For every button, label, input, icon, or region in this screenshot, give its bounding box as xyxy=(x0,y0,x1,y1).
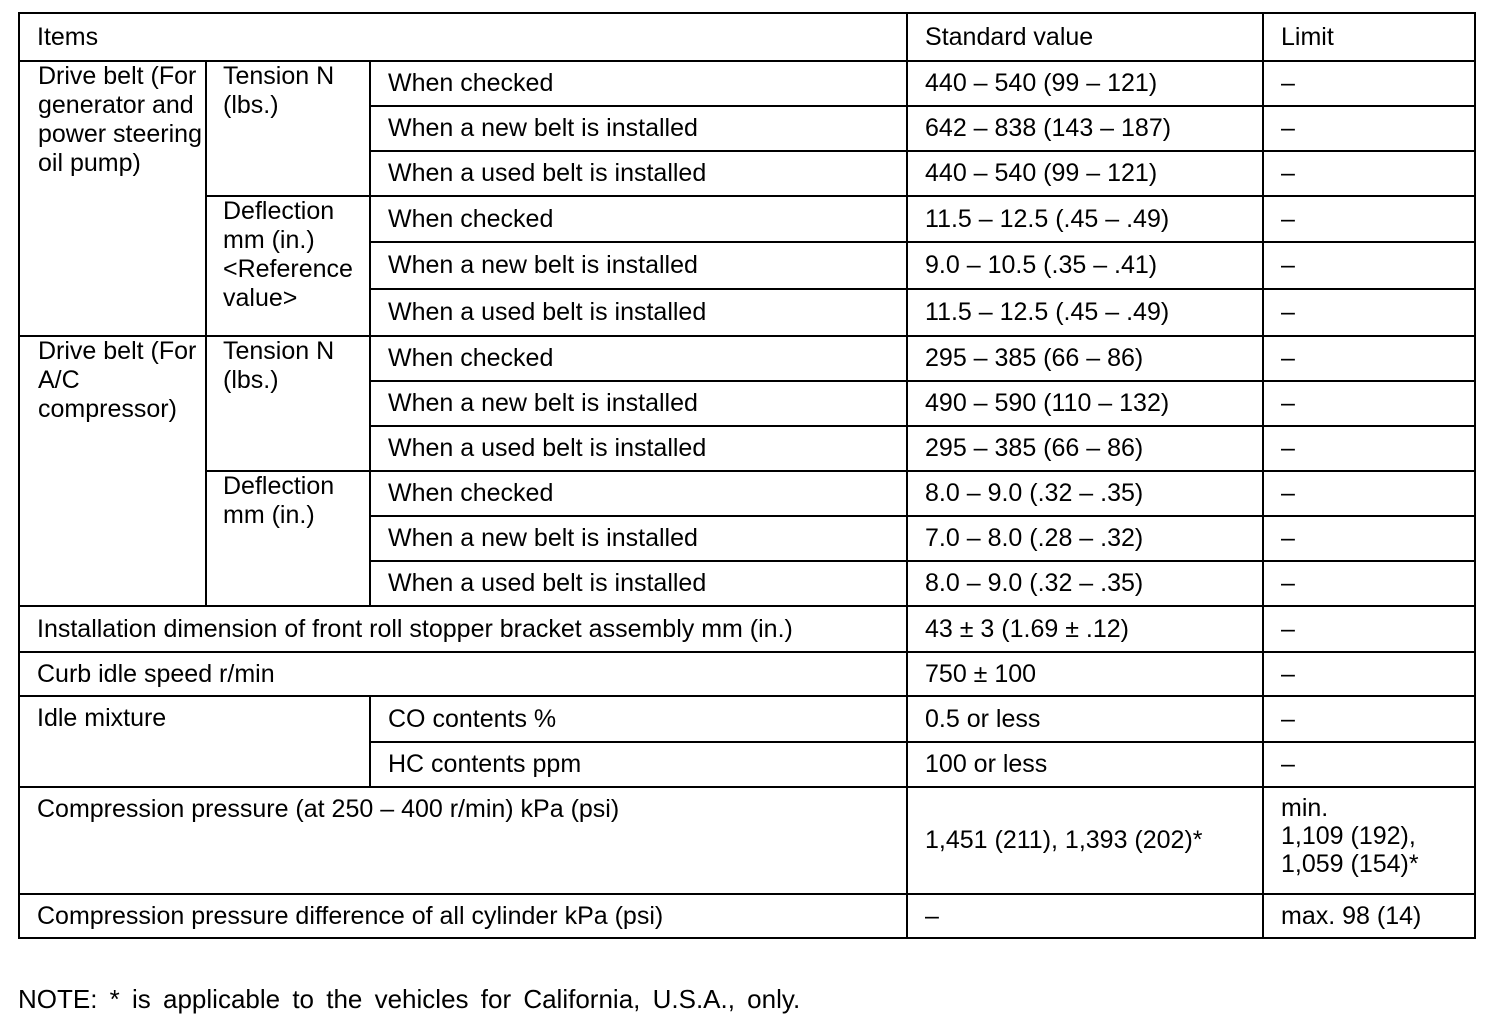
standard-value-cell: 0.5 or less xyxy=(907,696,1263,742)
limit-cell: – xyxy=(1263,242,1475,289)
standard-value-cell: 750 ± 100 xyxy=(907,652,1263,696)
table-row xyxy=(19,894,1475,938)
condition-cell: When checked xyxy=(370,196,907,242)
deflection-label: Deflection mm (in.) <Reference value> xyxy=(206,196,370,336)
table-row xyxy=(19,652,1475,696)
compression-pressure-label: Compression pressure (at 250 – 400 r/min) kPa (psi) xyxy=(19,787,907,894)
condition-cell: When checked xyxy=(370,336,907,381)
roll-stopper-label: Installation dimension of front roll stopper bracket assembly mm (in.) xyxy=(19,606,907,652)
limit-cell: – xyxy=(1263,289,1475,336)
limit-cell: – xyxy=(1263,516,1475,561)
header-limit: Limit xyxy=(1263,13,1475,61)
table-row xyxy=(19,696,1475,742)
standard-value-cell: 43 ± 3 (1.69 ± .12) xyxy=(907,606,1263,652)
table-row xyxy=(19,196,1475,242)
standard-value-cell: 1,451 (211), 1,393 (202)* xyxy=(907,787,1263,894)
drive-belt-ac-label: Drive belt (For A/C compressor) xyxy=(19,336,206,606)
condition-cell: CO contents % xyxy=(370,696,907,742)
table-row xyxy=(19,787,1475,894)
footnote: NOTE: * is applicable to the vehicles for California, U.S.A., only. xyxy=(18,984,801,1014)
limit-cell: – xyxy=(1263,426,1475,471)
standard-value-cell: 490 – 590 (110 – 132) xyxy=(907,381,1263,426)
standard-value-cell: 11.5 – 12.5 (.45 – .49) xyxy=(907,196,1263,242)
limit-cell: – xyxy=(1263,61,1475,106)
standard-value-cell: 9.0 – 10.5 (.35 – .41) xyxy=(907,242,1263,289)
specification-table xyxy=(18,12,1476,939)
condition-cell: HC contents ppm xyxy=(370,742,907,787)
limit-cell: – xyxy=(1263,471,1475,516)
standard-value-cell: 440 – 540 (99 – 121) xyxy=(907,61,1263,106)
condition-cell: When a used belt is installed xyxy=(370,561,907,606)
limit-cell: – xyxy=(1263,606,1475,652)
table-row xyxy=(19,471,1475,516)
standard-value-cell: 8.0 – 9.0 (.32 – .35) xyxy=(907,471,1263,516)
limit-cell: – xyxy=(1263,106,1475,151)
limit-cell: – xyxy=(1263,561,1475,606)
limit-cell: – xyxy=(1263,652,1475,696)
condition-cell: When a new belt is installed xyxy=(370,516,907,561)
standard-value-cell: – xyxy=(907,894,1263,938)
table-row xyxy=(19,606,1475,652)
standard-value-cell: 7.0 – 8.0 (.28 – .32) xyxy=(907,516,1263,561)
condition-cell: When a new belt is installed xyxy=(370,106,907,151)
table-row xyxy=(19,336,1475,381)
table-row xyxy=(19,61,1475,106)
header-standard-value: Standard value xyxy=(907,13,1263,61)
condition-cell: When a new belt is installed xyxy=(370,242,907,289)
condition-cell: When checked xyxy=(370,61,907,106)
standard-value-cell: 8.0 – 9.0 (.32 – .35) xyxy=(907,561,1263,606)
limit-cell: max. 98 (14) xyxy=(1263,894,1475,938)
compression-difference-label: Compression pressure difference of all cylinder kPa (psi) xyxy=(19,894,907,938)
header-row xyxy=(19,13,1475,61)
tension-label: Tension N (lbs.) xyxy=(206,61,370,196)
tension-label: Tension N (lbs.) xyxy=(206,336,370,471)
idle-mixture-label: Idle mixture xyxy=(19,696,370,787)
standard-value-cell: 295 – 385 (66 – 86) xyxy=(907,426,1263,471)
condition-cell: When a used belt is installed xyxy=(370,289,907,336)
standard-value-cell: 642 – 838 (143 – 187) xyxy=(907,106,1263,151)
standard-value-cell: 11.5 – 12.5 (.45 – .49) xyxy=(907,289,1263,336)
limit-cell: – xyxy=(1263,381,1475,426)
standard-value-cell: 440 – 540 (99 – 121) xyxy=(907,151,1263,196)
limit-cell xyxy=(1263,787,1475,894)
limit-cell: – xyxy=(1263,151,1475,196)
condition-cell: When a new belt is installed xyxy=(370,381,907,426)
curb-idle-speed-label: Curb idle speed r/min xyxy=(19,652,907,696)
deflection-label: Deflection mm (in.) xyxy=(206,471,370,606)
compression-limit-text: min. 1,109 (192), 1,059 (154)* xyxy=(1281,794,1419,878)
limit-cell: – xyxy=(1263,196,1475,242)
standard-value-cell: 100 or less xyxy=(907,742,1263,787)
limit-cell: – xyxy=(1263,742,1475,787)
header-items: Items xyxy=(19,13,907,61)
condition-cell: When a used belt is installed xyxy=(370,426,907,471)
condition-cell: When checked xyxy=(370,471,907,516)
standard-value-cell: 295 – 385 (66 – 86) xyxy=(907,336,1263,381)
limit-cell: – xyxy=(1263,336,1475,381)
limit-cell: – xyxy=(1263,696,1475,742)
drive-belt-generator-label: Drive belt (For generator and power steering oil pump) xyxy=(19,61,206,336)
condition-cell: When a used belt is installed xyxy=(370,151,907,196)
